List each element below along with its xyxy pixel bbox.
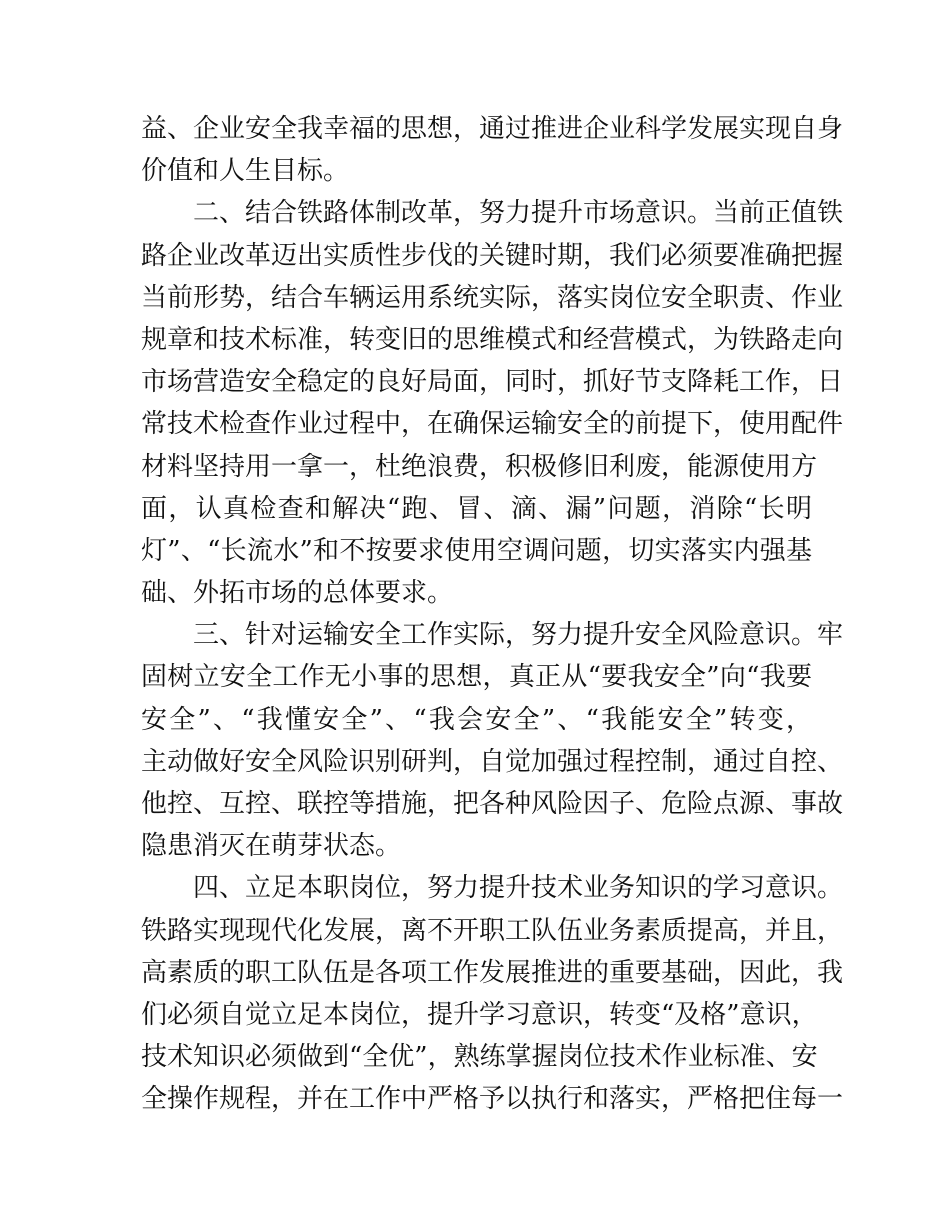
text-line: 材料坚持用一拿一，杜绝浪费，积极修旧利废，能源使用方 — [141, 451, 818, 482]
text-line: 常技术检查作业过程中，在确保运输安全的前提下，使用配件 — [141, 409, 844, 440]
text-line: 础、外拓市场的总体要求。 — [141, 578, 454, 609]
text-line: 规章和技术标准，转变旧的思维模式和经营模式，为铁路走向 — [141, 324, 844, 355]
text-line: 当前形势，结合车辆运用系统实际，落实岗位安全职责、作业 — [141, 282, 844, 313]
text-line: 主动做好安全风险识别研判，自觉加强过程控制，通过自控、 — [141, 746, 844, 777]
text-line: 他控、互控、联控等措施，把各种风险因子、危险点源、事故 — [141, 789, 844, 819]
text-line: 路企业改革迈出实质性步伐的关键时期，我们必须要准确把握 — [141, 240, 844, 271]
text-line: 益、企业安全我幸福的思想，通过推进企业科学发展实现自身 — [141, 114, 844, 144]
text-line: 技术知识必须做到“全优”，熟练掌握岗位技术作业标准、安 — [141, 1042, 818, 1073]
text-line: 隐患消灭在萌芽状态。 — [141, 831, 402, 862]
text-line: 安全”、“我懂安全”、“我会安全”、“我能安全”转变， — [141, 704, 812, 735]
text-line: 市场营造安全稳定的良好局面，同时，抓好节支降耗工作，日 — [141, 367, 844, 398]
paragraph-start-line: 四、立足本职岗位，努力提升技术业务知识的学习意识。 — [193, 873, 844, 904]
text-line: 铁路实现现代化发展，离不开职工队伍业务素质提高，并且， — [141, 915, 844, 946]
text-line: 灯”、“长流水”和不按要求使用空调问题，切实落实内强基 — [141, 535, 812, 566]
text-line: 固树立安全工作无小事的思想，真正从“要我安全”向“我要 — [141, 662, 812, 693]
document-body — [141, 108, 844, 1121]
text-line: 全操作规程，并在工作中严格予以执行和落实，严格把住每一 — [141, 1084, 844, 1115]
paragraph-start-line: 二、结合铁路体制改革，努力提升市场意识。当前正值铁 — [193, 198, 844, 229]
text-line: 面，认真检查和解决“跑、冒、滴、漏”问题，消除“长明 — [141, 493, 812, 524]
paragraph-start-line: 三、针对运输安全工作实际，努力提升安全风险意识。牢 — [193, 620, 844, 651]
text-line: 价值和人生目标。 — [141, 156, 350, 187]
text-line: 高素质的职工队伍是各项工作发展推进的重要基础，因此，我 — [141, 957, 844, 988]
text-line: 们必须自觉立足本岗位，提升学习意识，转变“及格”意识， — [141, 999, 818, 1030]
